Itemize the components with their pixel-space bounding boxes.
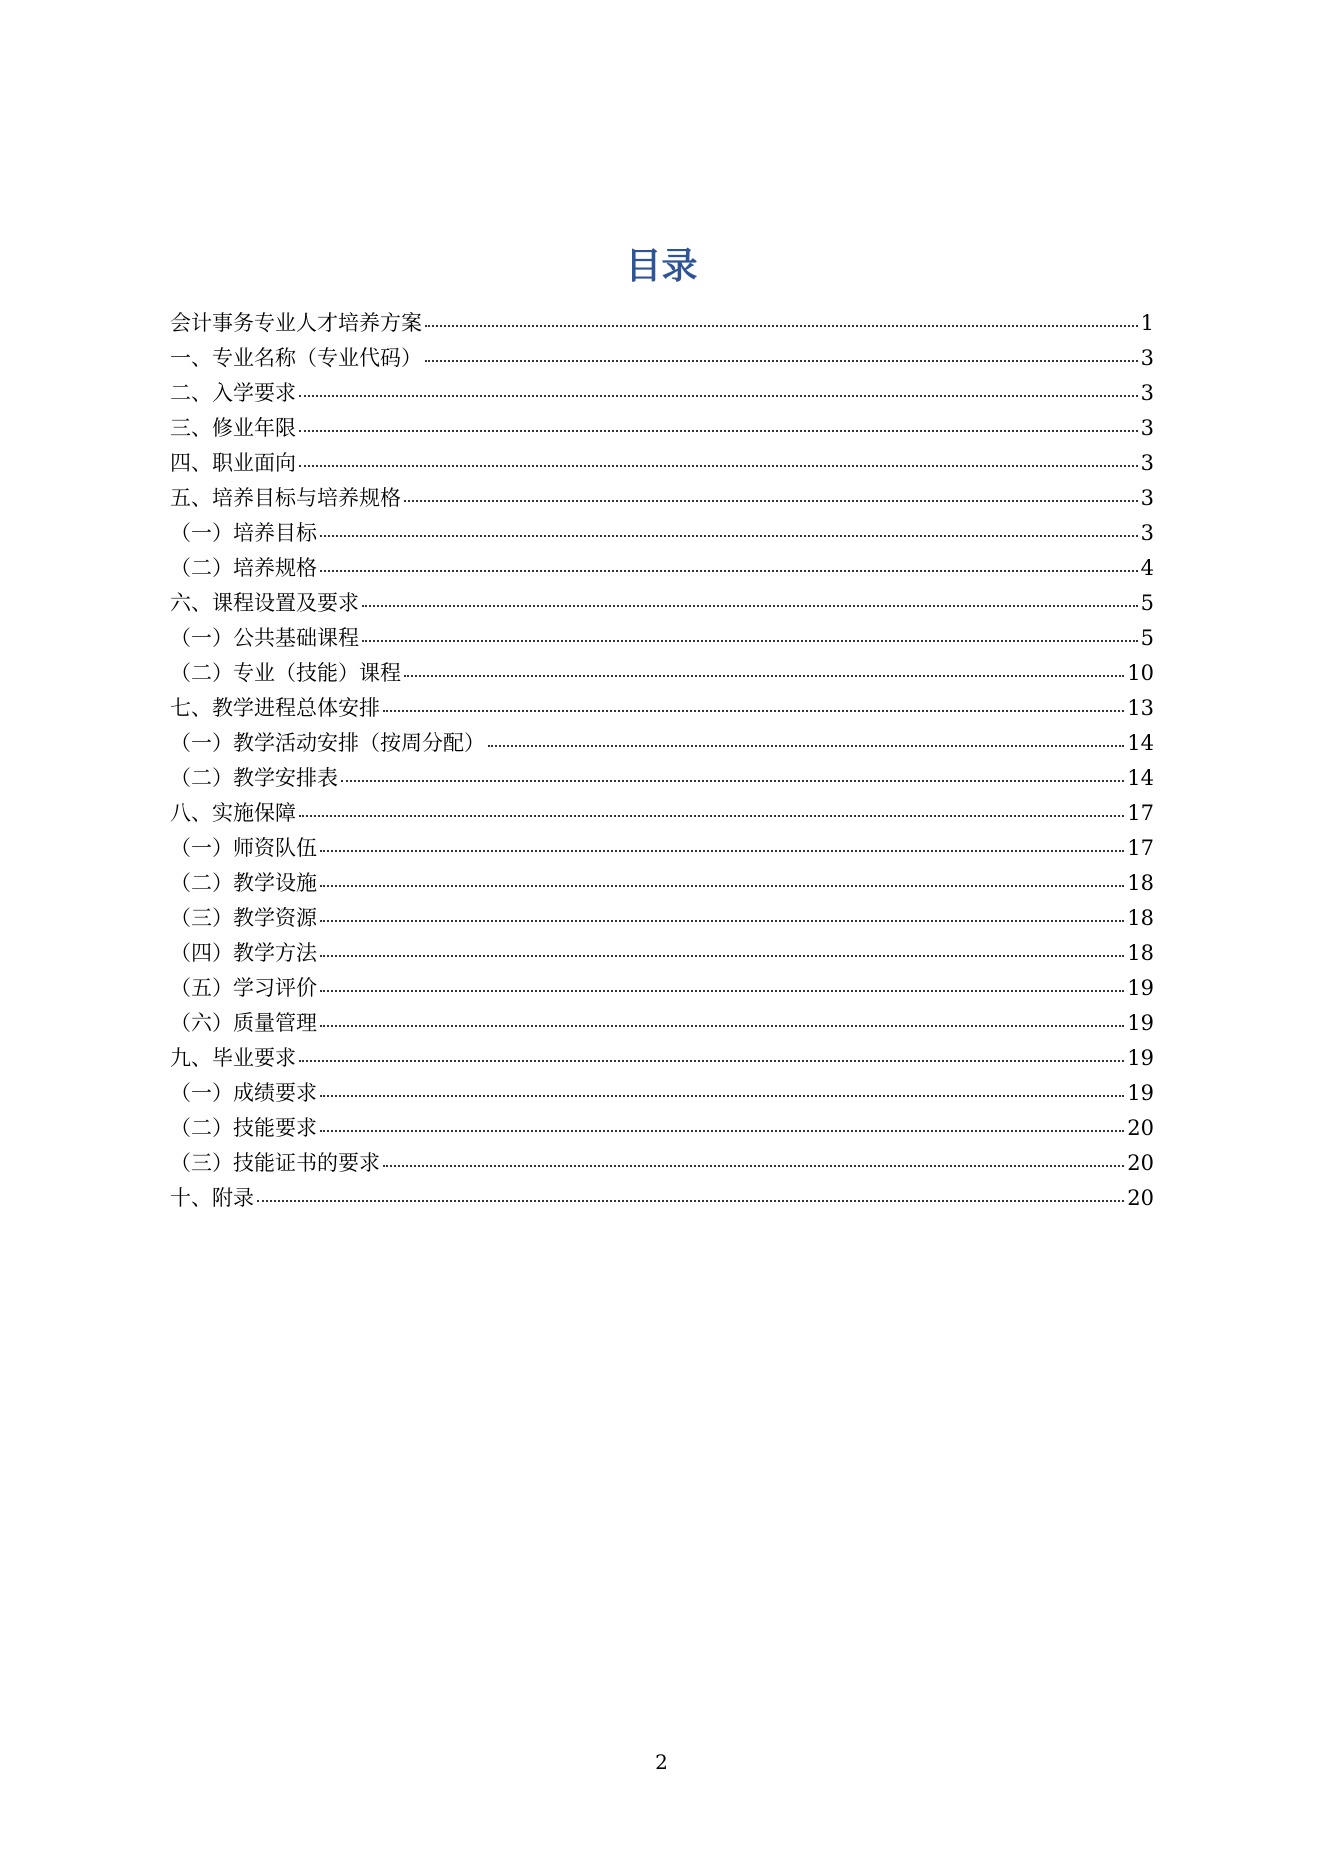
toc-entry-label: 会计事务专业人才培养方案 [170,311,422,335]
toc-entry[interactable] [170,656,1154,691]
toc-dot-leader [362,640,1138,642]
toc-entry-page-number: 3 [1140,416,1154,440]
toc-entry-page-number: 19 [1127,1081,1154,1105]
toc-entry[interactable] [170,901,1154,936]
toc-entry[interactable] [170,796,1154,831]
toc-entry-page-number: 18 [1127,941,1154,965]
toc-entry-page-number: 17 [1127,801,1154,825]
toc-dot-leader [341,780,1124,782]
toc-entry-label: 五、培养目标与培养规格 [170,486,401,510]
toc-entry[interactable] [170,446,1154,481]
toc-dot-leader [425,325,1138,327]
toc-entry[interactable] [170,376,1154,411]
toc-entry[interactable] [170,411,1154,446]
toc-entry-label: （二）教学安排表 [170,766,338,790]
toc-entry-label: 三、修业年限 [170,416,296,440]
toc-dot-leader [383,1165,1124,1167]
toc-entry[interactable] [170,1181,1154,1216]
toc-entry-label: （一）师资队伍 [170,836,317,860]
toc-entry-page-number: 3 [1140,346,1154,370]
toc-entry-label: （二）培养规格 [170,556,317,580]
toc-entry-label: （一）成绩要求 [170,1081,317,1105]
toc-dot-leader [404,675,1124,677]
toc-entry-label: （四）教学方法 [170,941,317,965]
toc-entry-page-number: 3 [1140,486,1154,510]
toc-entry-page-number: 19 [1127,1046,1154,1070]
toc-entry-label: 八、实施保障 [170,801,296,825]
toc-dot-leader [320,850,1124,852]
toc-entry-label: （三）技能证书的要求 [170,1151,380,1175]
toc-entry-page-number: 3 [1140,521,1154,545]
toc-dot-leader [320,570,1138,572]
toc-entry[interactable] [170,1076,1154,1111]
toc-entry[interactable] [170,551,1154,586]
toc-entry[interactable] [170,586,1154,621]
toc-entry-page-number: 20 [1127,1186,1154,1210]
toc-dot-leader [488,745,1124,747]
toc-entry-label: 九、毕业要求 [170,1046,296,1070]
toc-entry[interactable] [170,1041,1154,1076]
toc-dot-leader [299,430,1138,432]
toc-dot-leader [257,1200,1124,1202]
toc-entry[interactable] [170,621,1154,656]
toc-entry[interactable] [170,936,1154,971]
toc-dot-leader [320,535,1138,537]
toc-entry-label: （六）质量管理 [170,1011,317,1035]
toc-dot-leader [320,990,1124,992]
toc-entry-page-number: 3 [1140,381,1154,405]
toc-dot-leader [383,710,1124,712]
toc-entry-label: （二）教学设施 [170,871,317,895]
toc-entry-label: （一）培养目标 [170,521,317,545]
toc-entry[interactable] [170,1146,1154,1181]
toc-entry-page-number: 18 [1127,906,1154,930]
toc-entry-page-number: 13 [1127,696,1154,720]
toc-dot-leader [320,1130,1124,1132]
toc-entry-page-number: 20 [1127,1116,1154,1140]
toc-entry-label: 十、附录 [170,1186,254,1210]
toc-dot-leader [425,360,1138,362]
toc-entry-page-number: 20 [1127,1151,1154,1175]
toc-entry-page-number: 18 [1127,871,1154,895]
toc-entry[interactable] [170,1006,1154,1041]
toc-entry-label: （一）公共基础课程 [170,626,359,650]
toc-entry-page-number: 17 [1127,836,1154,860]
toc-entry[interactable] [170,831,1154,866]
toc-entry-label: 二、入学要求 [170,381,296,405]
toc-dot-leader [320,955,1124,957]
toc-entry[interactable] [170,866,1154,901]
toc-entry-page-number: 5 [1140,591,1154,615]
page-number: 2 [655,1750,668,1774]
toc-dot-leader [320,1095,1124,1097]
toc-dot-leader [299,395,1138,397]
toc-dot-leader [299,1060,1124,1062]
toc-entry-page-number: 3 [1140,451,1154,475]
toc-entry-label: （二）技能要求 [170,1116,317,1140]
toc-entry-page-number: 19 [1127,976,1154,1000]
toc-dot-leader [320,920,1124,922]
toc-entry-label: （三）教学资源 [170,906,317,930]
toc-dot-leader [320,1025,1124,1027]
toc-entry-page-number: 5 [1140,626,1154,650]
toc-entry-label: 七、教学进程总体安排 [170,696,380,720]
toc-entry-label: 一、专业名称（专业代码） [170,346,422,370]
toc-entry-label: （一）教学活动安排（按周分配） [170,731,485,755]
toc-entry[interactable] [170,516,1154,551]
toc-dot-leader [404,500,1138,502]
toc-entry[interactable] [170,691,1154,726]
toc-entry[interactable] [170,306,1154,341]
toc-entry-label: 六、课程设置及要求 [170,591,359,615]
toc-entry[interactable] [170,341,1154,376]
toc-entry-page-number: 14 [1127,731,1154,755]
toc-entry-page-number: 10 [1127,661,1154,685]
toc-dot-leader [320,885,1124,887]
toc-entry-page-number: 1 [1140,311,1154,335]
toc-title: 目录 [625,245,698,287]
toc-dot-leader [299,815,1124,817]
toc-entry-page-number: 19 [1127,1011,1154,1035]
toc-dot-leader [362,605,1138,607]
toc-entry[interactable] [170,1111,1154,1146]
table-of-contents [170,306,1154,1216]
toc-entry[interactable] [170,761,1154,796]
toc-entry-label: 四、职业面向 [170,451,296,475]
toc-entry-label: （五）学习评价 [170,976,317,1000]
toc-entry-label: （二）专业（技能）课程 [170,661,401,685]
toc-entry[interactable] [170,726,1154,761]
toc-entry-page-number: 14 [1127,766,1154,790]
toc-entry[interactable] [170,481,1154,516]
toc-entry-page-number: 4 [1140,556,1154,580]
toc-dot-leader [299,465,1138,467]
toc-entry[interactable] [170,971,1154,1006]
